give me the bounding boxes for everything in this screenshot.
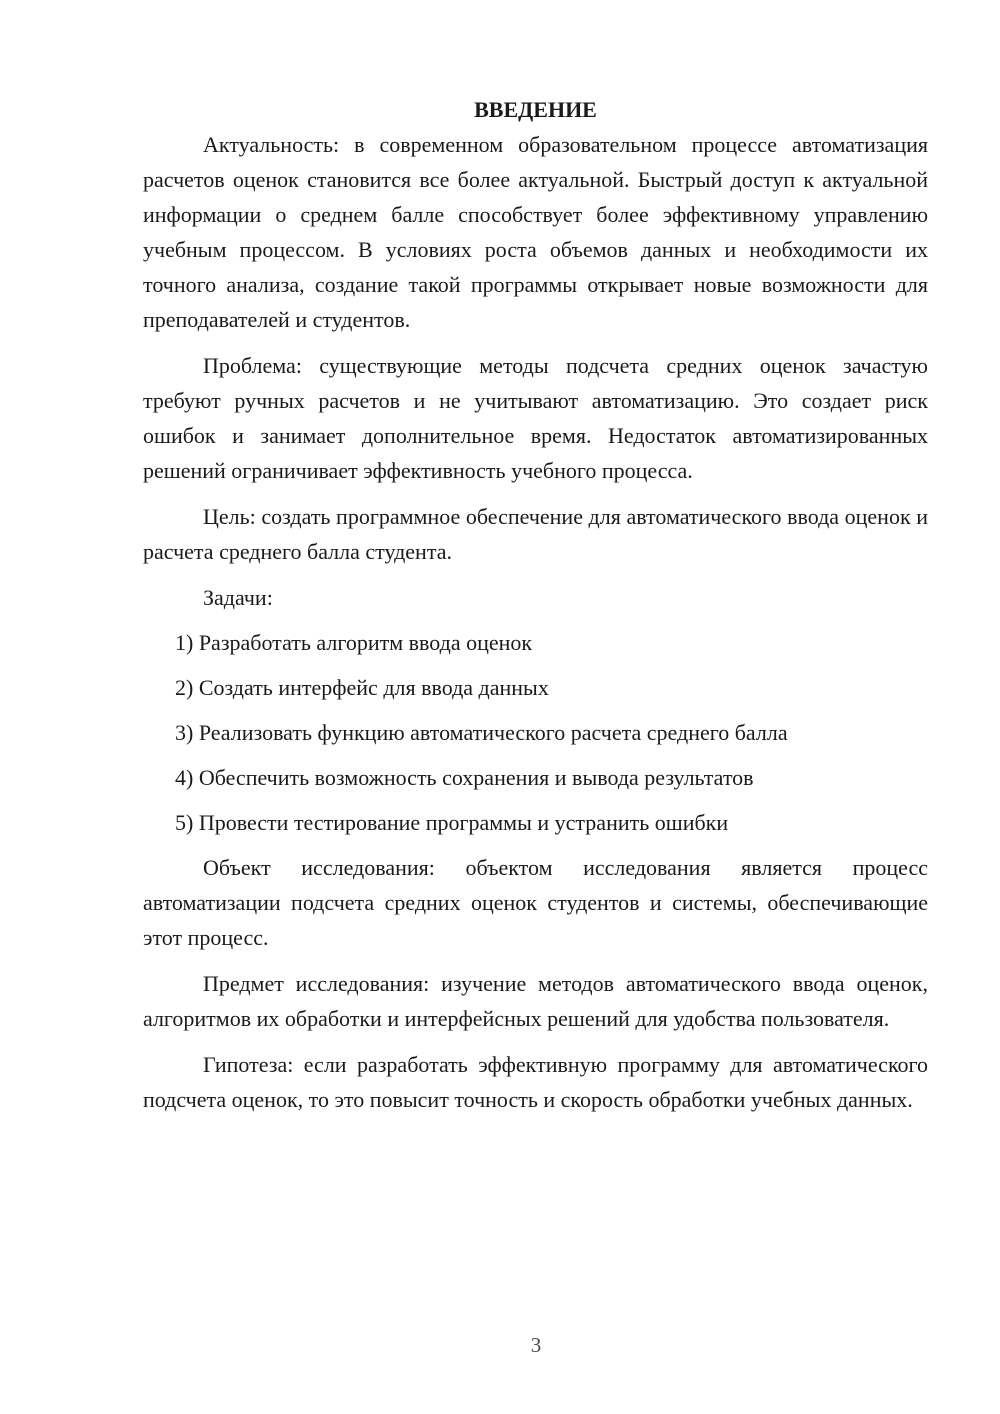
task-item: 2) Создать интерфейс для ввода данных xyxy=(175,675,549,700)
paragraph-relevance: Актуальность: в современном образовательном процессе автоматизация расчетов оценок становится все более актуальной. Быстрый доступ к актуальной информации о среднем балле способствует более эффективному управлению учебным процессом. В условиях роста объемов данных и необходимости их точного анализа, создание такой программы открывает новые возможности для преподавателей и студентов. xyxy=(143,132,928,332)
tasks-heading: Задачи: xyxy=(203,585,273,610)
task-item: 4) Обеспечить возможность сохранения и вывода результатов xyxy=(175,765,754,790)
tasks-list xyxy=(143,625,928,840)
paragraph-goal: Цель: создать программное обеспечение для автоматического ввода оценок и расчета среднего балла студента. xyxy=(143,504,928,564)
document-page xyxy=(143,92,928,1128)
task-item: 5) Провести тестирование программы и устранить ошибки xyxy=(175,810,729,835)
paragraph-object: Объект исследования: объектом исследования является процесс автоматизации подсчета средних оценок студентов и системы, обеспечивающие этот процесс. xyxy=(143,855,928,950)
section-title: ВВЕДЕНИЕ xyxy=(474,97,597,122)
task-item: 3) Реализовать функцию автоматического расчета среднего балла xyxy=(175,720,788,745)
task-item: 1) Разработать алгоритм ввода оценок xyxy=(175,630,533,655)
paragraph-subject: Предмет исследования: изучение методов автоматического ввода оценок, алгоритмов их обработки и интерфейсных решений для удобства пользователя. xyxy=(143,971,928,1031)
page-number: 3 xyxy=(530,1333,542,1357)
paragraph-problem: Проблема: существующие методы подсчета средних оценок зачастую требуют ручных расчетов и не учитывают автоматизацию. Это создает риск ошибок и занимает дополнительное время. Недостаток автоматизированных решений ограничивает эффективность учебного процесса. xyxy=(143,353,928,483)
paragraph-hypothesis: Гипотеза: если разработать эффективную программу для автоматического подсчета оценок, то это повысит точность и скорость обработки учебных данных. xyxy=(143,1052,928,1112)
